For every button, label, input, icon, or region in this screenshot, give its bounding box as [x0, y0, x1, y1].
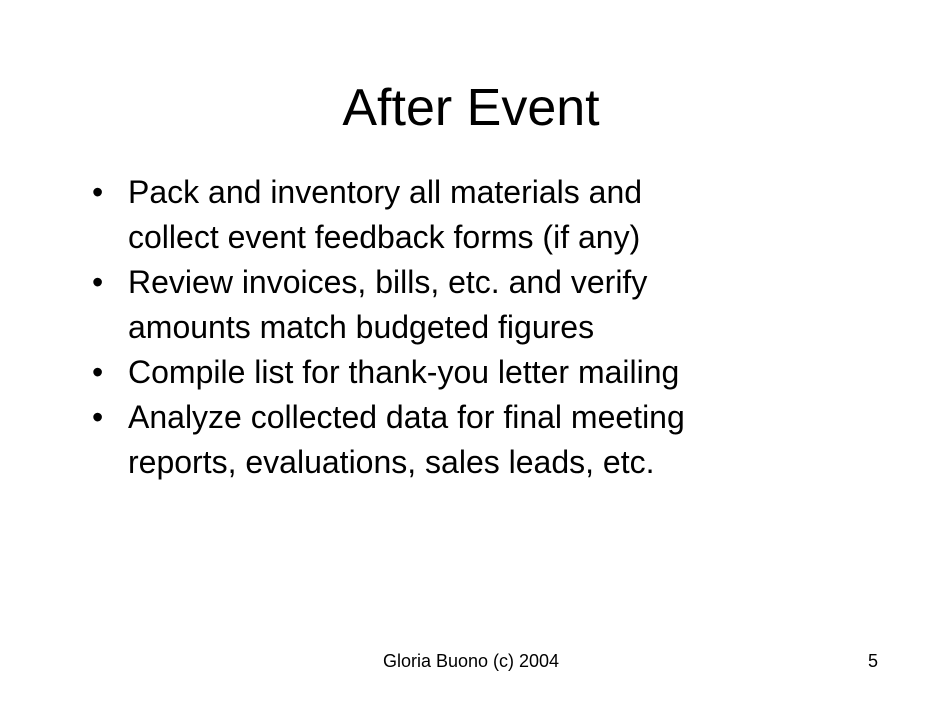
bullet-icon: • [92, 174, 104, 210]
bullet-icon: • [92, 354, 104, 390]
bullet-text-line: Pack and inventory all materials and [128, 174, 643, 210]
page-number: 5 [867, 651, 878, 671]
list-item [92, 170, 812, 260]
bullet-text-line: Review invoices, bills, etc. and verify [128, 264, 648, 300]
slide-title: After Event [342, 79, 600, 137]
bullet-text-line: amounts match budgeted figures [128, 309, 595, 345]
list-item [92, 395, 812, 485]
slide-footer: Gloria Buono (c) 2004 [382, 651, 560, 671]
bullet-icon: • [92, 264, 104, 300]
bullet-list [92, 170, 812, 485]
bullet-text-line: Analyze collected data for final meeting [128, 399, 685, 435]
list-item [92, 350, 812, 395]
bullet-text-line: collect event feedback forms (if any) [128, 219, 641, 255]
bullet-text-line: Compile list for thank-you letter mailing [128, 354, 680, 390]
bullet-icon: • [92, 399, 104, 435]
bullet-text-line: reports, evaluations, sales leads, etc. [128, 444, 655, 480]
list-item [92, 260, 812, 350]
